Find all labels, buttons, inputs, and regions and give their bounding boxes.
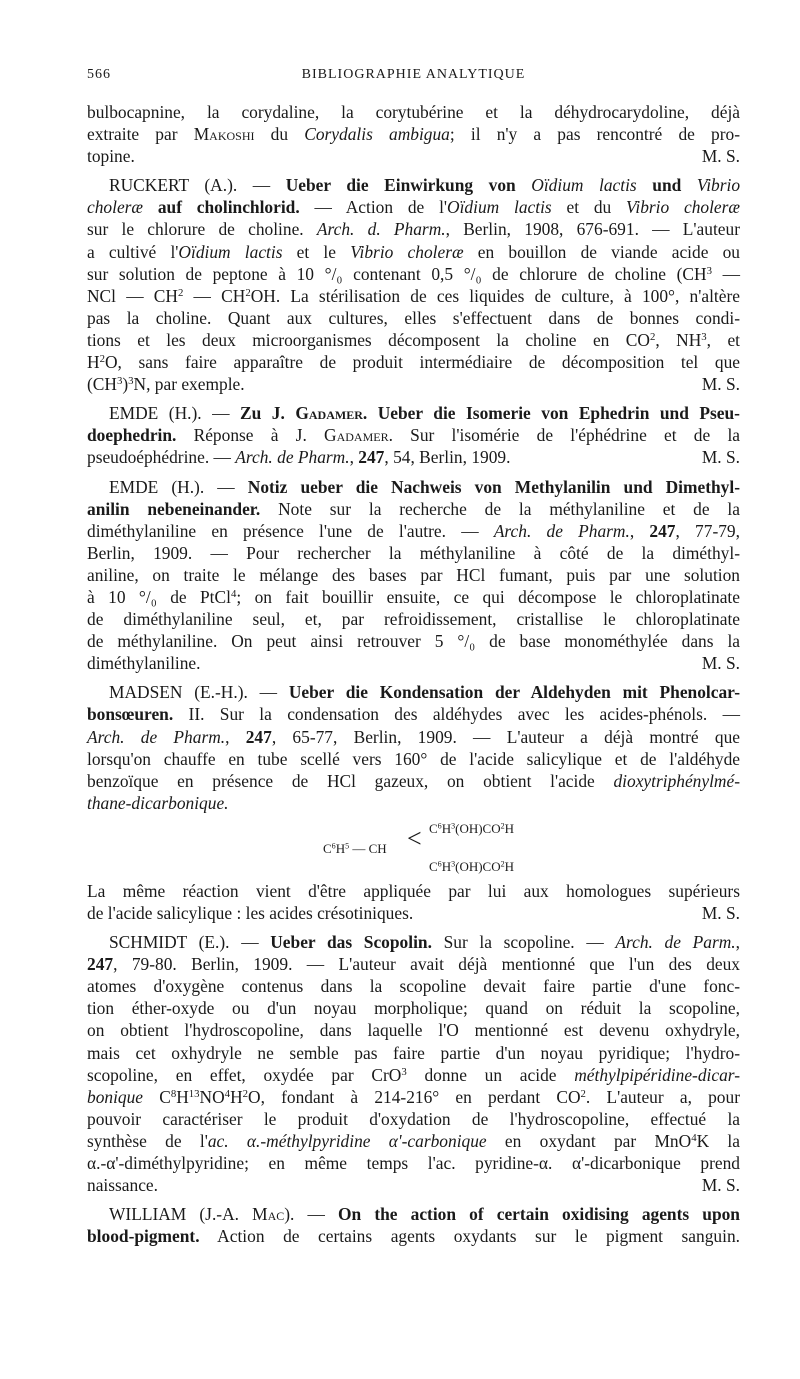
text-line: NCl — $CH^2$ — $CH^2OH$. La stérilisation de ces liquides de culture, à 100°, n'altère <box>87 285 740 306</box>
text-line: Berlin, 1909. — Pour rechercher la méthylaniline à côté de la diméthyl- <box>87 542 740 563</box>
signature: M. S. <box>701 653 740 674</box>
text-line: MADSEN (E.-H.). — Ueber die Kondensation der Aldehyden mit Phenolcar- <box>109 682 741 703</box>
running-title: BIBLIOGRAPHIE ANALYTIQUE <box>301 67 526 82</box>
text-line: tion éther-oxyde ou d'un noyau morpholique; quand on réduit la scopoline, <box>87 998 740 1019</box>
entry-william <box>87 1203 740 1247</box>
text-line: scopoline, en effet, oxydée par CrO$^3$ donne un acide méthylpipéridine-dicar- <box>87 1064 740 1085</box>
signature: M. S. <box>701 903 740 923</box>
text-line: 247, 79-80. Berlin, 1909. — L'auteur avait déjà mentionné que l'un des deux <box>87 954 740 975</box>
text-line: Arch. de Pharm., 247, 65-77, Berlin, 1909. — L'auteur a déjà montré que <box>87 726 740 747</box>
page-body <box>87 101 740 1247</box>
text-line: doephedrin. Réponse à J. Gadamer. Sur l'isomérie de l'éphédrine et de la <box>87 425 740 446</box>
text-line: choleræ auf cholinchlorid. — Action de l'Oïdium lactis et du Vibrio choleræ <box>87 197 741 218</box>
text-line: pas la choline. Quant aux cultures, elles s'effectuent dans de bonnes condi- <box>87 307 740 328</box>
text-line: $H^2O$, sans faire apparaître de produit intermédiaire de décomposition tel que <box>87 352 740 373</box>
text-line: sur solution de peptone à 10 °/₀ contenant 0,5 °/₀ de chlorure de choline ($CH^3$ — <box>87 263 740 284</box>
entry-schmidt <box>87 931 740 1196</box>
page-number: 566 <box>87 67 111 82</box>
text-line: mais cet oxhydryle ne semble pas faire partie d'un noyau pyridique; l'hydro- <box>87 1042 740 1063</box>
text-line: diméthylaniline en présence l'une de l'autre. — Arch. de Pharm., 247, 77-79, <box>87 520 740 541</box>
formula-top: $C^6H^3(OH)CO^2H$ <box>429 820 515 836</box>
formula-left: $C^6H^5$ — CH <box>323 840 387 856</box>
text-line: extraite par Makoshi du Corydalis ambigua; il n'y a pas rencontré de pro- <box>87 124 740 145</box>
text-line: sur le chlorure de choline. Arch. d. Pharm., Berlin, 1908, 676-691. — L'auteur <box>87 219 740 240</box>
text-line: à 10 °/₀ de PtCl$^4$; on fait bouillir ensuite, ce qui décompose le chloroplatinate <box>87 586 740 607</box>
entry-emde-nachweis <box>87 476 740 675</box>
text-line: thane-dicarbonique. <box>87 792 229 813</box>
text-line: synthèse de l'ac. α.-méthylpyridine α'-carbonique en oxydant par MnO$^4$K la <box>87 1130 740 1151</box>
author-name: Makoshi <box>193 124 255 145</box>
signature: M. S. <box>701 447 740 468</box>
text-line: α.-α'-diméthylpyridine; en même temps l'ac. pyridine-α. α'-dicarbonique prend <box>87 1153 740 1174</box>
text-line: bonsœuren. II. Sur la condensation des aldéhydes avec les acides-phénols. — <box>87 704 740 725</box>
text-line: anilin nebeneinander. Note sur la recherche de la méthylaniline et de la <box>87 498 740 519</box>
text-line: de méthylaniline. On peut ainsi retrouver 5 °/₀ de base monométhylée dans la <box>87 631 740 652</box>
signature: M. S. <box>701 146 740 167</box>
text-line: lorsqu'on chauffe en tube scellé vers 160° de l'acide salicylique et de l'aldéhyde <box>87 748 740 769</box>
formula-bottom: $C^6H^3(OH)CO^2H$ <box>429 858 515 874</box>
text-line: a cultivé l'Oïdium lactis et le Vibrio choleræ en bouillon de viande acide ou <box>87 241 741 262</box>
text-line: $(CH^3)^3N$, par exemple. M. S. <box>87 374 740 395</box>
chemical-formula <box>87 814 740 880</box>
text-line: aniline, on traite le mélange des bases par HCl fumant, puis par une solution <box>87 564 740 585</box>
text-line: atomes d'oxygène contenus dans la scopoline devait faire partie d'une fonc- <box>87 976 740 997</box>
text-line: naissance. M. S. <box>87 1175 740 1196</box>
text-line: benzoïque en présence de HCl gazeux, on obtient l'acide dioxytriphénylmé- <box>87 770 740 791</box>
text-line: pouvoir caractériser le produit d'oxydation de l'hydroscopoline, effectué la <box>87 1108 740 1129</box>
paragraph-continuation <box>87 101 740 167</box>
text-line: de diméthylaniline seul, et, par refroidissement, cristallise le chloroplatinate <box>87 609 740 630</box>
signature: M. S. <box>701 1175 740 1196</box>
text-line: WILLIAM (J.-A. Mac). — On the action of certain oxidising agents upon <box>109 1204 740 1225</box>
text-line: La même réaction vient d'être appliquée par lui aux homologues supérieurs <box>87 880 740 901</box>
text-line: tions et les deux microorganismes décomposent la choline en $CO^2$, $NH^3$, et <box>87 329 740 350</box>
formula-bracket: < <box>407 823 422 853</box>
species-name: Corydalis ambigua <box>304 124 450 145</box>
text-line: pseudoéphédrine. — Arch. de Pharm., 247, 54, Berlin, 1909. M. S. <box>87 447 740 468</box>
text-line: SCHMIDT (E.). — Ueber das Scopolin. Sur la scopoline. — Arch. de Parm., <box>109 932 740 953</box>
text-line: bulbocapnine, la corydaline, la corytubérine et la déhydrocarydoline, déjà <box>87 102 740 122</box>
text-line: EMDE (H.). — Notiz ueber die Nachweis von Methylanilin und Dimethyl- <box>109 476 741 497</box>
text-line: RUCKERT (A.). — Ueber die Einwirkung von Oïdium lactis und Vibrio <box>109 175 741 196</box>
signature: M. S. <box>701 374 740 395</box>
text-line: on obtient l'hydroscopoline, dans laquelle l'O mentionné est devenu oxhydryle, <box>87 1020 740 1041</box>
text-line: topine. M. S. <box>87 146 740 167</box>
text-line: de l'acide salicylique : les acides crésotiniques. M. S. <box>87 903 740 923</box>
entry-emde-isomerie <box>87 402 740 468</box>
entry-ruckert <box>87 174 740 395</box>
text-line: EMDE (H.). — Zu J. Gadamer. Ueber die Isomerie von Ephedrin und Pseu- <box>109 403 740 424</box>
text-line: bonique $C^8H^{13}NO^4H^2O$, fondant à 214-216° en perdant $CO^2$. L'auteur a, pour <box>87 1086 740 1107</box>
text-line: diméthylaniline. M. S. <box>87 653 740 674</box>
running-header <box>87 64 740 86</box>
text-line: blood-pigment. Action de certains agents oxydants sur le pigment sanguin. <box>87 1226 740 1247</box>
entry-madsen <box>87 681 740 924</box>
